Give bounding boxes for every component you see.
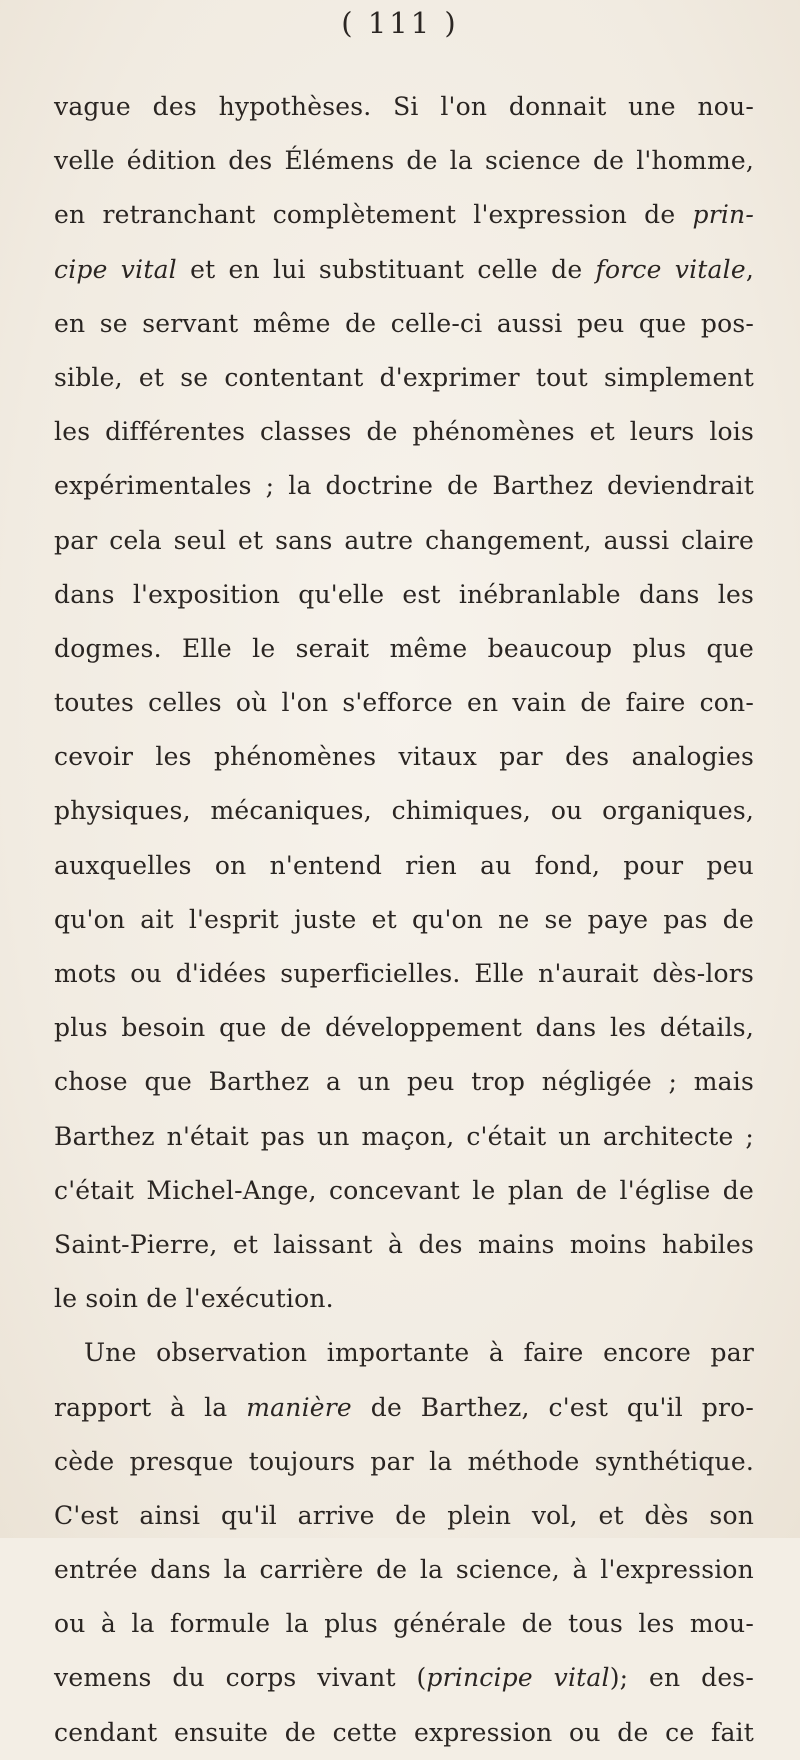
page-number: ( 111 ) [341,6,459,40]
text-segment: ou à la formule la plus générale de tous les mou- [54,1609,754,1639]
text-line [54,80,754,134]
text-segment: les différentes classes de phénomènes et leurs lois [54,417,754,447]
text-segment: entrée dans la carrière de la science, à l'expression [54,1555,754,1585]
text-segment: auxquelles on n'entend rien au fond, pour peu [54,850,754,880]
text-segment: cipe vital [54,254,177,284]
text-line [54,947,754,1001]
text-segment: C'est ainsi qu'il arrive de plein vol, et dès son [54,1500,754,1530]
text-segment: Barthez n'était pas un maçon, c'était un architecte ; [54,1121,754,1151]
text-segment: prin- [692,200,754,230]
body-text [54,80,754,1760]
text-line [54,405,754,459]
text-segment: cevoir les phénomènes vitaux par des analogies [54,742,754,772]
text-segment: le soin de l'exécution. [54,1284,334,1314]
text-segment: ); en des- [609,1663,754,1693]
text-line [54,1543,754,1597]
text-line [54,1381,754,1435]
text-segment: cendant ensuite de cette expression ou de ce fait [54,1717,754,1747]
text-line [54,1597,754,1651]
text-segment: sible, et se contentant d'exprimer tout simplement [54,362,754,392]
text-segment: Saint-Pierre, et laissant à des mains moins habiles [54,1229,754,1259]
text-segment: qu'on ait l'esprit juste et qu'on ne se paye pas de [54,904,754,934]
text-line [54,622,754,676]
text-segment: mots ou d'idées superficielles. Elle n'aurait dès-lors [54,959,754,988]
text-segment: en retranchant complètement l'expression de [54,200,693,230]
text-segment: de Barthez, c'est qu'il pro- [351,1392,755,1422]
text-segment: expérimentales ; la doctrine de Barthez deviendrait [54,471,754,501]
text-segment: vague des hypothèses. Si l'on donnait une nou- [54,92,754,121]
text-segment: rapport à la [54,1392,247,1422]
text-line [54,784,754,838]
text-segment: c'était Michel-Ange, concevant le plan de l'église de [54,1175,754,1205]
text-line [54,351,754,405]
text-line [54,1489,754,1543]
text-segment: dans l'exposition qu'elle est inébranlable dans les [54,579,754,609]
text-line [54,243,754,297]
text-line [54,676,754,730]
text-line [54,1326,754,1380]
text-line [54,1272,754,1326]
text-segment: force vitale [595,254,746,284]
text-line [54,514,754,568]
text-line [54,1218,754,1272]
text-segment: , [745,254,755,284]
text-line [54,1001,754,1055]
text-segment: et en lui substituant celle de [176,254,596,284]
text-segment: dogmes. Elle le serait même beaucoup plus que [54,633,754,663]
text-line [54,188,754,242]
text-line [54,1651,754,1705]
text-line [54,839,754,893]
text-line [54,1110,754,1164]
text-line [54,893,754,947]
text-line [54,1164,754,1218]
text-segment: plus besoin que de développement dans les détails, [54,1013,754,1043]
text-line [54,1706,754,1760]
text-line [54,134,754,188]
text-segment: velle édition des Élémens de la science de l'homme, [54,146,754,176]
text-segment: toutes celles où l'on s'efforce en vain de faire con- [54,688,754,718]
text-line [54,297,754,351]
text-segment: manière [246,1392,352,1422]
text-segment: vemens du corps vivant ( [54,1663,427,1693]
text-segment: Une observation importante à faire encore par [84,1338,754,1368]
text-line [54,1435,754,1489]
text-segment: chose que Barthez a un peu trop négligée ; mais [54,1067,754,1097]
text-line [54,459,754,513]
text-line [54,730,754,784]
text-segment: par cela seul et sans autre changement, aussi claire [54,525,754,555]
text-segment: principe vital [426,1663,610,1693]
text-line [54,568,754,622]
text-line [54,1055,754,1109]
text-segment: en se servant même de celle-ci aussi peu que pos- [54,308,754,338]
text-segment: physiques, mécaniques, chimiques, ou organiques, [54,796,754,826]
text-segment: cède presque toujours par la méthode synthétique. [54,1446,754,1476]
